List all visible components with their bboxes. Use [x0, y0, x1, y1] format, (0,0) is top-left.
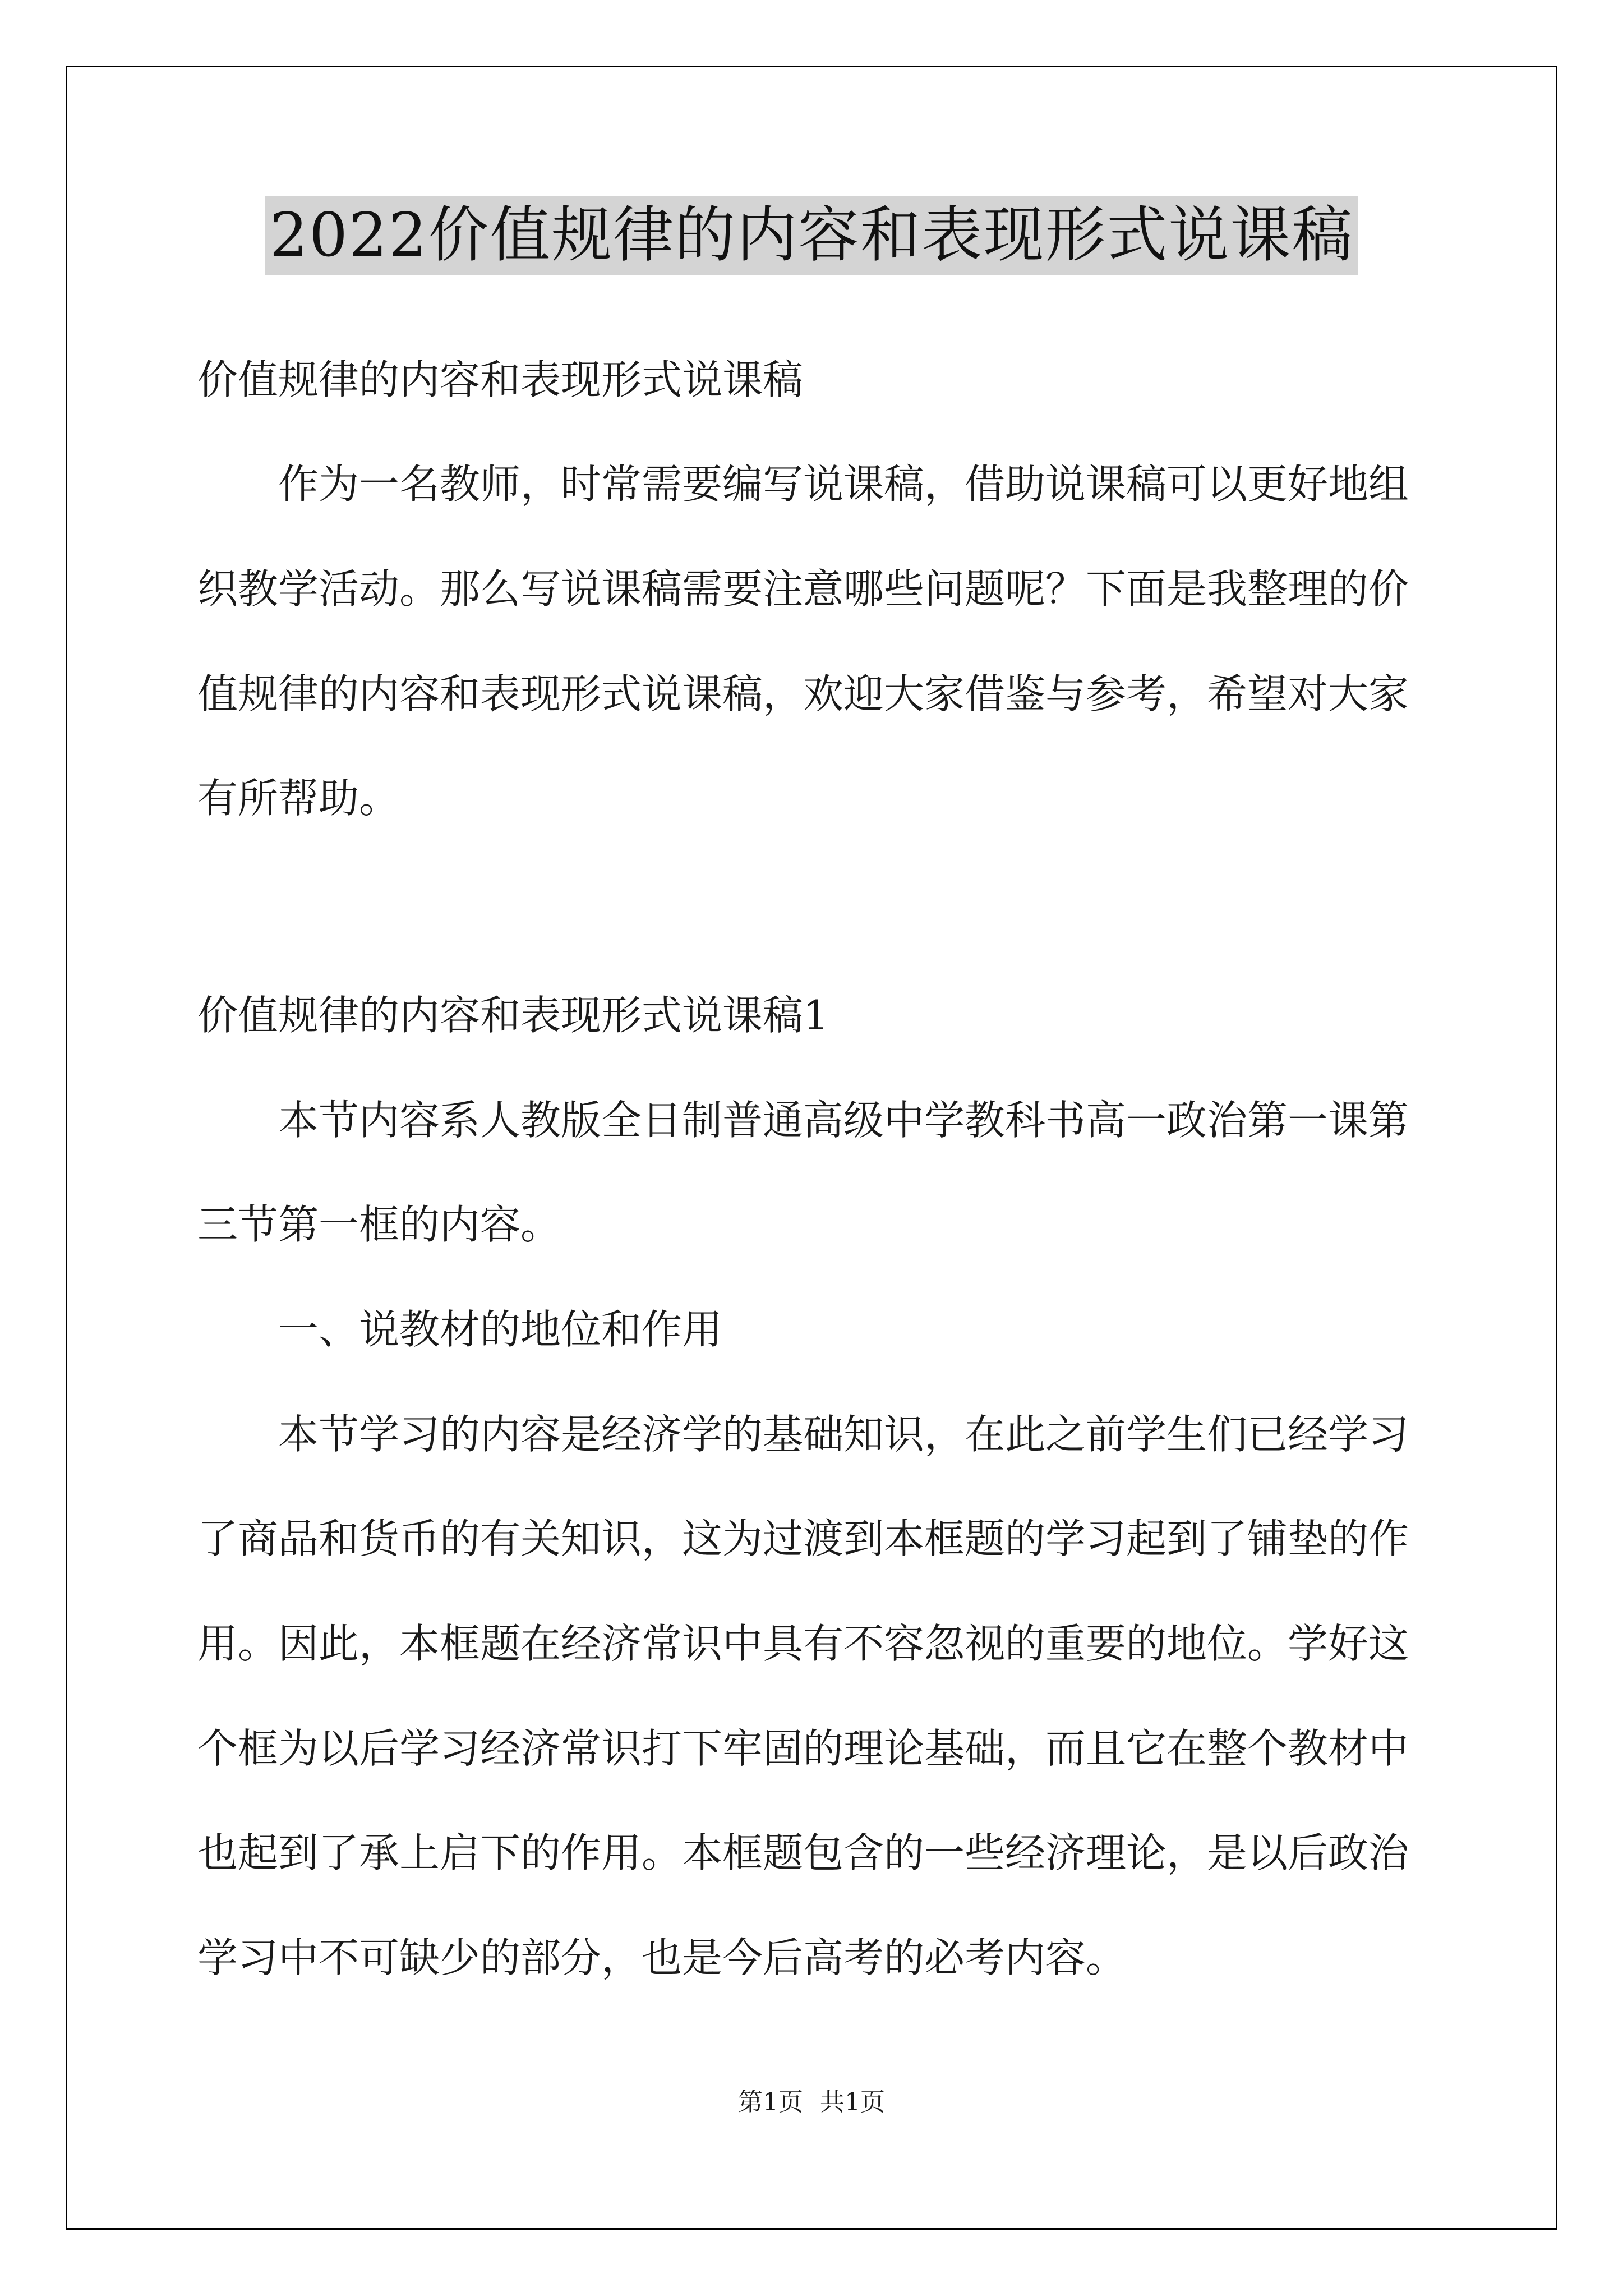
page-footer	[0, 2086, 1623, 2119]
subtitle-line: 价值规律的内容和表现形式说课稿	[197, 356, 804, 403]
title-container	[0, 196, 1623, 275]
paragraph-line: 织教学活动。那么写说课稿需要注意哪些问题呢？下面是我整理的价	[197, 565, 1409, 613]
document-title: 2022价值规律的内容和表现形式说课稿	[265, 196, 1358, 275]
paragraph-line: 本节内容系人教版全日制普通高级中学教科书高一政治第一课第	[278, 1097, 1409, 1144]
paragraph-line: 本节学习的内容是经济学的基础知识，在此之前学生们已经学习	[278, 1411, 1409, 1458]
paragraph-line: 学习中不可缺少的部分，也是今后高考的必考内容。	[197, 1934, 1127, 1981]
page-number: 第1页	[738, 2088, 803, 2116]
paragraph-line: 作为一名教师，时常需要编写说课稿，借助说课稿可以更好地组	[278, 461, 1409, 508]
paragraph-line: 用。因此，本框题在经济常识中具有不容忽视的重要的地位。学好这	[197, 1620, 1409, 1667]
paragraph-line: 也起到了承上启下的作用。本框题包含的一些经济理论，是以后政治	[197, 1829, 1409, 1876]
paragraph-line: 三节第一框的内容。	[197, 1201, 561, 1248]
page-total: 共1页	[820, 2088, 885, 2116]
paragraph-line: 个框为以后学习经济常识打下牢固的理论基础，而且它在整个教材中	[197, 1725, 1409, 1772]
paragraph-line: 值规律的内容和表现形式说课稿，欢迎大家借鉴与参考，希望对大家	[197, 670, 1409, 717]
section-heading: 价值规律的内容和表现形式说课稿1	[197, 992, 829, 1039]
paragraph-line: 有所帮助。	[197, 775, 400, 822]
subsection-heading: 一、说教材的地位和作用	[278, 1306, 723, 1353]
paragraph-line: 了商品和货币的有关知识，这为过渡到本框题的学习起到了铺垫的作	[197, 1515, 1409, 1562]
